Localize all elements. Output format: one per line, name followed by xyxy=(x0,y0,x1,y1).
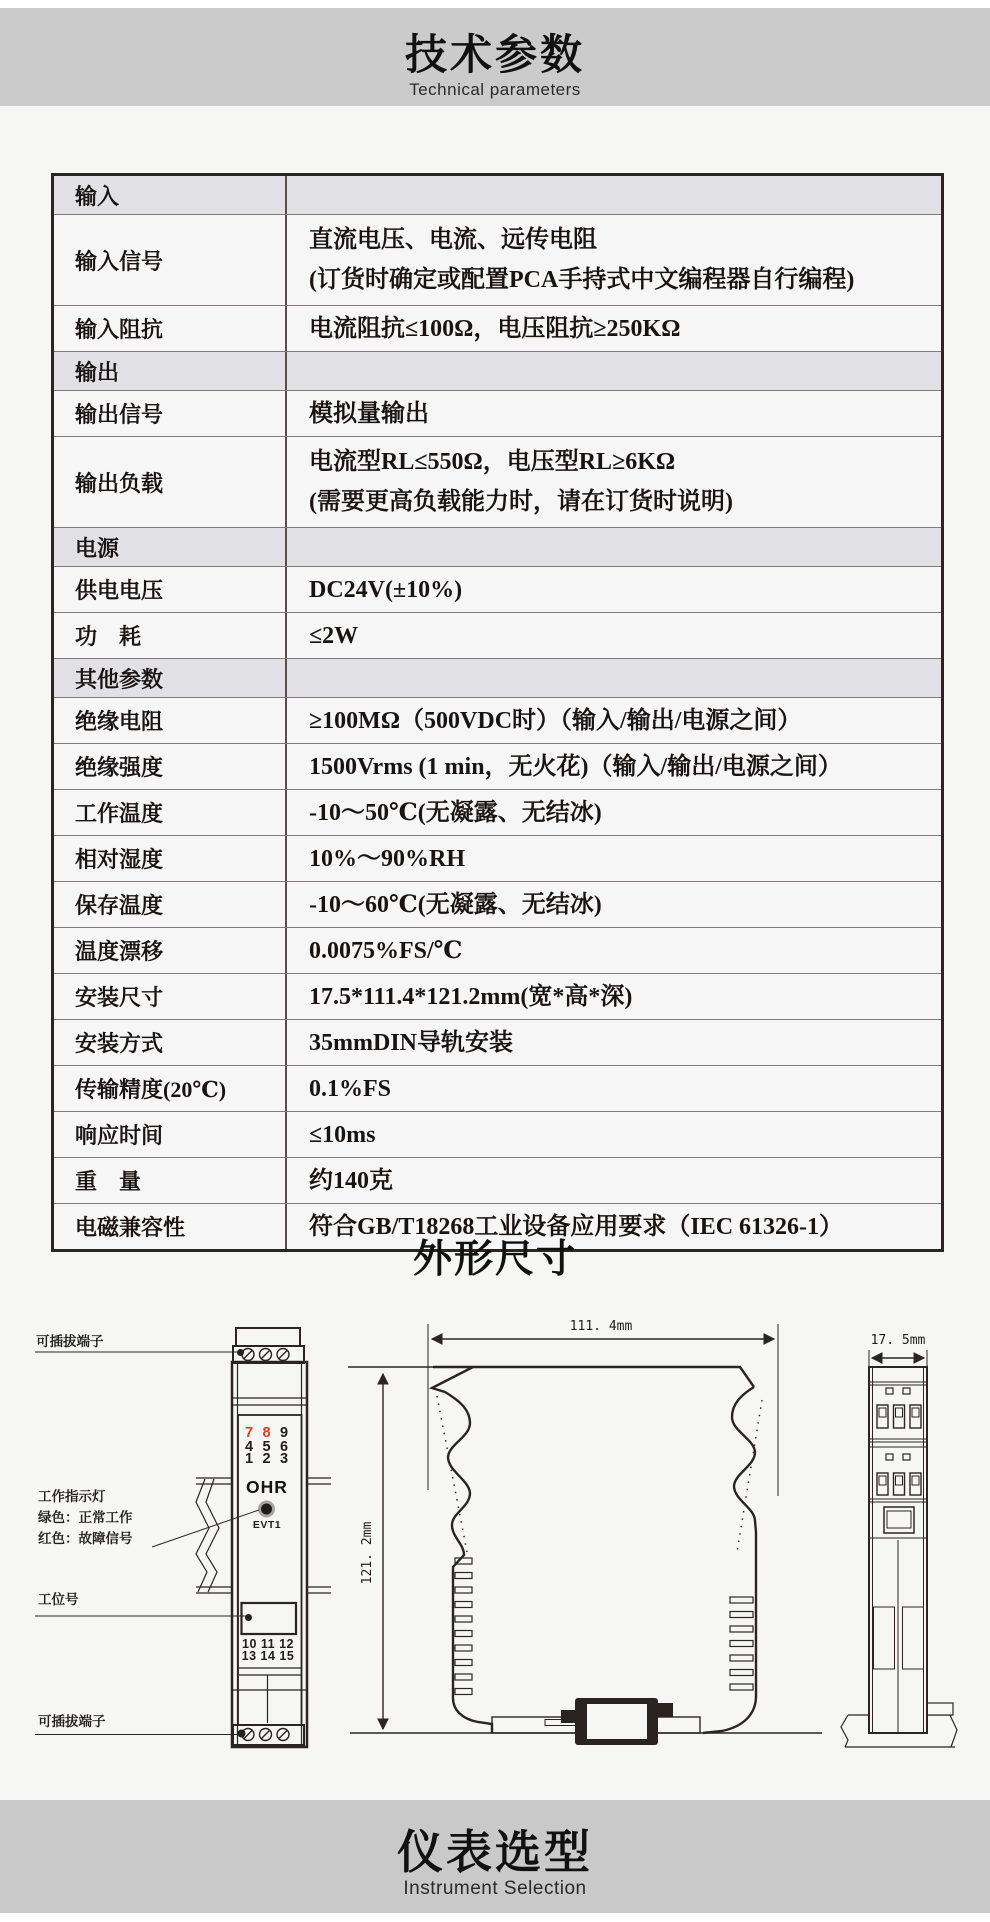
row-value: 模拟量输出 xyxy=(309,400,429,427)
side-view xyxy=(348,1319,822,1745)
row-value: 符合GB/T18268工业设备应用要求（IEC 61326-1） xyxy=(309,1213,844,1240)
row-value: -10～50℃(无凝露、无结冰) xyxy=(309,799,602,826)
footer-title: 仪表选型 xyxy=(397,1826,593,1878)
terminal-numbers-bottom-row2: 13 14 15 xyxy=(241,1649,295,1663)
height-dimension-label: 121. 2mm xyxy=(360,1521,375,1585)
row-value: -10～60℃(无凝露、无结冰) xyxy=(309,891,602,918)
table-section-row xyxy=(54,658,941,697)
svg-text:789: 7 8 9 xyxy=(244,1425,289,1441)
table-row xyxy=(54,214,941,305)
svg-text:123: 1 2 3 xyxy=(244,1451,289,1467)
side-profile-top xyxy=(433,1367,754,1387)
row-value xyxy=(287,176,941,214)
width-dimension-label: 111. 4mm xyxy=(569,1319,633,1334)
row-label: 供电电压 xyxy=(54,567,287,612)
label-station-number: 工位号 xyxy=(38,1592,79,1607)
clip-tab-left xyxy=(561,1710,575,1723)
label-indicator-title: 工作指示灯 xyxy=(38,1489,106,1504)
status-led xyxy=(261,1504,272,1515)
row-value: 10%～90%RH xyxy=(309,845,465,872)
table-row xyxy=(54,1157,941,1203)
led-label: EVT1 xyxy=(252,1519,282,1531)
dimension-drawing xyxy=(0,1300,990,1770)
spec-table xyxy=(51,173,944,1252)
end-terminals-row1 xyxy=(877,1405,921,1428)
row-label: 输入 xyxy=(54,176,287,214)
table-row xyxy=(54,743,941,789)
dotted-line-right xyxy=(737,1400,762,1552)
table-row xyxy=(54,1065,941,1111)
terminal-numbers-bottom-row1: 10 11 12 xyxy=(242,1637,294,1651)
row-value: ≤10ms xyxy=(309,1121,376,1148)
table-row xyxy=(54,1019,941,1065)
row-label: 工作温度 xyxy=(54,790,287,835)
leader-dot-bottom xyxy=(238,1730,246,1738)
table-row xyxy=(54,612,941,658)
terminal-numbers-top xyxy=(245,1425,288,1467)
front-view xyxy=(35,1328,331,1747)
row-value: 电流型RL≤550Ω，电压型RL≥6KΩ (需要更高负载能力时，请在订货时说明) xyxy=(309,449,733,515)
row-label: 保存温度 xyxy=(54,882,287,927)
table-row xyxy=(54,835,941,881)
top-cap xyxy=(236,1328,300,1346)
row-label: 输入阻抗 xyxy=(54,306,287,351)
footer-band xyxy=(0,1800,990,1913)
table-row xyxy=(54,566,941,612)
row-label: 输出信号 xyxy=(54,391,287,436)
table-row xyxy=(54,973,941,1019)
table-row xyxy=(54,390,941,436)
row-label: 安装方式 xyxy=(54,1020,287,1065)
leader-line-led xyxy=(152,1510,259,1547)
latch-holes xyxy=(886,1388,910,1460)
row-label: 重 量 xyxy=(54,1158,287,1203)
side-profile-left xyxy=(432,1367,492,1733)
row-value xyxy=(287,659,941,697)
bottom-terminal-screws xyxy=(242,1729,289,1741)
row-label: 安装尺寸 xyxy=(54,974,287,1019)
row-value: DC24V(±10%) xyxy=(309,576,463,603)
page-subtitle: Technical parameters xyxy=(409,80,581,99)
row-value: 约140克 xyxy=(309,1167,393,1194)
header-band xyxy=(0,8,990,106)
page-title: 技术参数 xyxy=(404,31,585,78)
footer-subtitle: Instrument Selection xyxy=(403,1878,587,1899)
row-value: 0.1%FS xyxy=(309,1075,392,1102)
label-indicator-green: 绿色：正常工作 xyxy=(38,1510,133,1525)
row-label: 输出负载 xyxy=(54,437,287,527)
end-terminals-row2 xyxy=(877,1473,921,1495)
row-label: 响应时间 xyxy=(54,1112,287,1157)
top-terminal-screws xyxy=(242,1349,289,1361)
table-section-row xyxy=(54,176,941,214)
row-label: 绝缘电阻 xyxy=(54,698,287,743)
screw-grid-left xyxy=(874,1607,895,1669)
row-value: 直流电压、电流、远传电阻 (订货时确定或配置PCA手持式中文编程器自行编程) xyxy=(309,227,855,293)
label-pluggable-terminal-bottom: 可插拔端子 xyxy=(38,1714,106,1729)
row-label: 电源 xyxy=(54,528,287,566)
row-label: 电磁兼容性 xyxy=(54,1204,287,1249)
row-label: 绝缘强度 xyxy=(54,744,287,789)
row-label: 温度漂移 xyxy=(54,928,287,973)
depth-dimension-label: 17. 5mm xyxy=(870,1333,926,1348)
row-label: 功 耗 xyxy=(54,613,287,658)
table-row xyxy=(54,881,941,927)
end-latch-inner xyxy=(887,1511,911,1528)
svg-text:456: 4 5 6 xyxy=(244,1439,289,1455)
vent-fins-right xyxy=(730,1597,753,1690)
row-value: 1500Vrms (1 min，无火花)（输入/输出/电源之间） xyxy=(309,753,842,780)
table-row xyxy=(54,927,941,973)
table-row xyxy=(54,436,941,527)
table-section-row xyxy=(54,527,941,566)
row-label: 传输精度(20℃) xyxy=(54,1066,287,1111)
brand-logo: OHR xyxy=(246,1477,288,1497)
table-section-row xyxy=(54,351,941,390)
row-value: ≤2W xyxy=(309,622,359,649)
din-clip-slot xyxy=(587,1704,647,1739)
row-label: 输入信号 xyxy=(54,215,287,305)
leader-dot-station xyxy=(245,1614,252,1621)
row-label: 输出 xyxy=(54,352,287,390)
vent-fins-left xyxy=(455,1558,472,1695)
module-body xyxy=(232,1362,307,1747)
row-label: 其他参数 xyxy=(54,659,287,697)
rail-cross-section xyxy=(841,1703,957,1747)
row-value: 35mmDIN导轨安装 xyxy=(309,1029,513,1056)
table-row xyxy=(54,789,941,835)
row-label: 相对湿度 xyxy=(54,836,287,881)
row-value: 电流阻抗≤100Ω，电压阻抗≥250KΩ xyxy=(309,315,681,342)
table-row xyxy=(54,697,941,743)
row-value: 0.0075%FS/℃ xyxy=(309,937,463,964)
row-value: 17.5*111.4*121.2mm(宽*高*深) xyxy=(309,983,633,1010)
side-profile-right xyxy=(703,1387,756,1733)
row-value xyxy=(287,352,941,390)
row-value xyxy=(287,528,941,566)
label-pluggable-terminal-top: 可插拔端子 xyxy=(36,1334,104,1349)
row-value: ≥100MΩ（500VDC时）（输入/输出/电源之间） xyxy=(309,707,802,734)
dimensions-title: 外形尺寸 xyxy=(412,1238,577,1281)
label-indicator-red: 红色：故障信号 xyxy=(38,1531,133,1546)
clip-tab-right xyxy=(658,1703,673,1717)
end-view xyxy=(841,1333,957,1747)
table-row xyxy=(54,305,941,351)
table-row xyxy=(54,1111,941,1157)
screw-grid-right xyxy=(903,1607,924,1669)
